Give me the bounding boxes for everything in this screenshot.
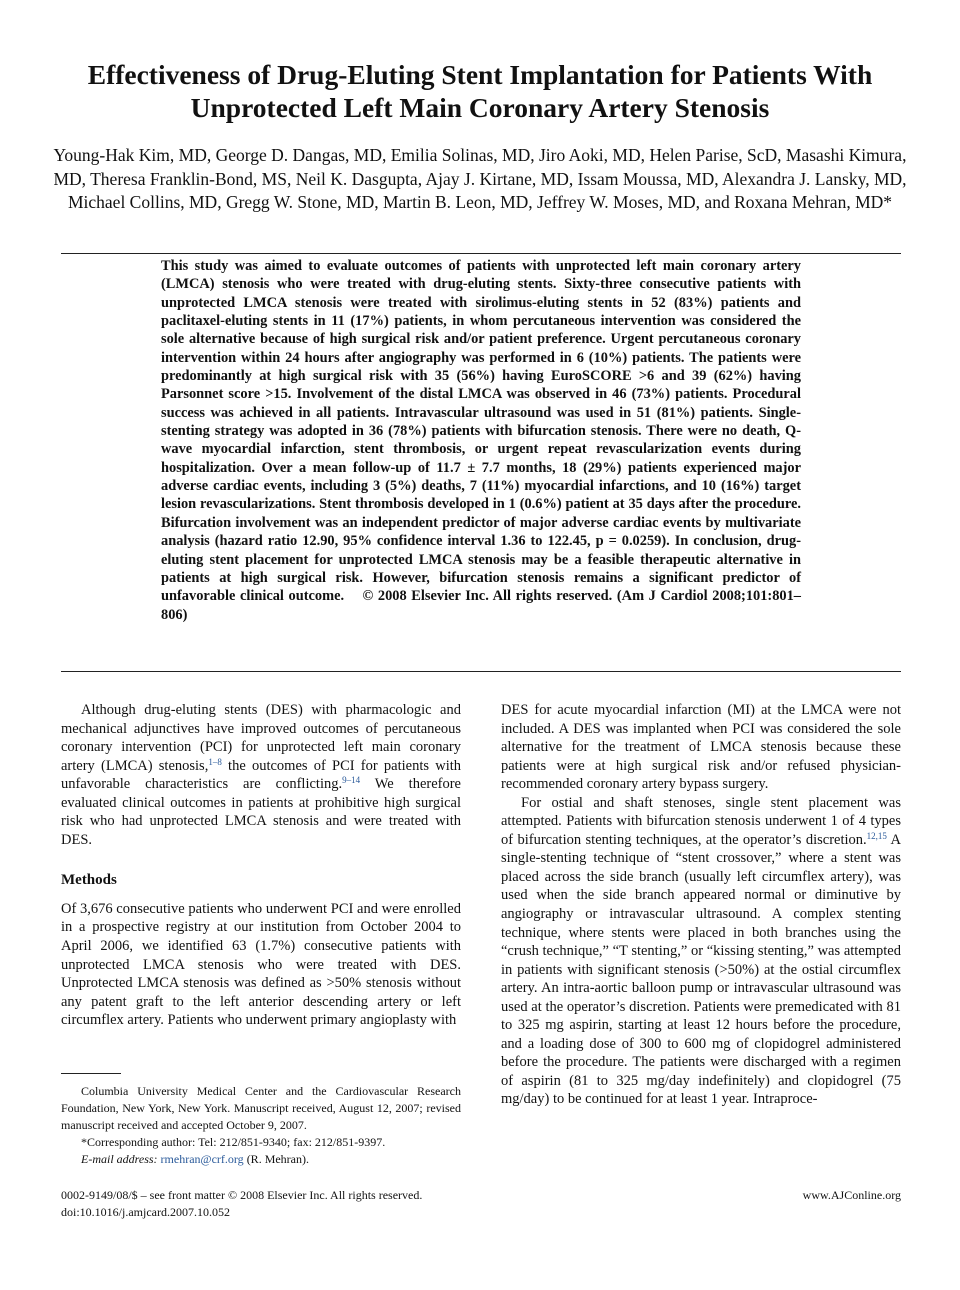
issn-line: 0002-9149/08/$ – see front matter © 2008 Elsevier Inc. All rights reserved.	[61, 1188, 423, 1202]
methods-p2-text-1: For ostial and shaft stenoses, single stent placement was attempted. Patients with bifurcation stenosis underwent 1 of 4 types of bifurcation stenting techniques, at the operator’s discretion.	[501, 794, 901, 848]
email-footnote	[61, 1151, 461, 1168]
journal-website[interactable]: www.AJConline.org	[802, 1188, 901, 1202]
intro-text-2: the outcomes of PCI for patients with unfavorable characteristics are conflicting.	[61, 757, 462, 793]
citation-ref[interactable]: 9–14	[342, 775, 361, 786]
email-label: E-mail address:	[81, 1152, 158, 1166]
methods-paragraph-1-continued: DES for acute myocardial infarction (MI) at the LMCA were not included. A DES was implanted when PCI was considered the sole alternative for the treatment of LMCA stenosis because these patients were at high surgical risk and/or refused physician-recommended coronary artery bypass surgery.	[501, 702, 901, 793]
methods-paragraph-1: Of 3,676 consecutive patients who underwent PCI and were enrolled in a prospective registry at our institution from October 2004 to April 2006, we identified 63 (1.7%) consecutive patients with unprotected LMCA stenosis who were treated with DES. Unprotected LMCA stenosis was defined as >50% stenosis without any patent graft to the left anterior descending artery or left circumflex artery. Patients who underwent primary angioplasty with	[61, 900, 461, 1029]
footnotes	[61, 1083, 461, 1168]
left-column	[61, 701, 461, 1030]
intro-paragraph	[61, 701, 461, 849]
abstract-bottom-rule	[61, 671, 901, 672]
email-link[interactable]: rmehran@crf.org	[160, 1152, 244, 1166]
citation-ref[interactable]: 12,15	[866, 830, 887, 841]
email-suffix: (R. Mehran).	[246, 1152, 310, 1166]
intro-text-1: Although drug-eluting stents (DES) with pharmacologic and mechanical adjunctives have improved outcomes of percutaneous coronary intervention (PCI) for unprotected left main coronary artery (LMCA) stenosis,	[61, 702, 461, 774]
footer-left	[61, 1187, 422, 1221]
citation-ref[interactable]: 1–8	[208, 756, 222, 767]
footnote-rule	[61, 1073, 121, 1074]
author-list: Young-Hak Kim, MD, George D. Dangas, MD, Emilia Solinas, MD, Jiro Aoki, MD, Helen Parise, ScD, Masashi Kimura, MD, Theresa Franklin-Bond, MS, Neil K. Dasgupta, Ajay J. Kirtane, MD, Issam Moussa, MD, Alexandra J. Lansky, MD, Michael Collins, MD, Gregg W. Stone, MD, Martin B. Leon, MD, Jeffrey W. Moses, MD, and Roxana Mehran, MD*	[53, 145, 907, 212]
abstract-top-rule	[61, 253, 901, 254]
abstract-copyright: © 2008 Elsevier Inc. All rights reserved. (Am J Cardiol 2008;101:801–806)	[161, 588, 801, 623]
methods-paragraph-2	[501, 794, 901, 1109]
right-column	[501, 701, 901, 1109]
article-title: Effectiveness of Drug-Eluting Stent Implantation for Patients With Unprotected Left Main Coronary Artery Stenosis	[87, 59, 873, 123]
intro-text-3: We therefore evaluated clinical outcomes in patients at prohibitive high surgical risk who had unprotected LMCA stenosis and were treated with DES.	[61, 776, 461, 848]
corresponding-author-footnote: *Corresponding author: Tel: 212/851-9340; fax: 212/851-9397.	[81, 1135, 386, 1149]
methods-p2-text-2: A single-stenting technique of “stent crossover,” where a stent was placed across the side branch (usually left circumflex artery), was used when the side branch appeared normal or diminutive by angiography or intravascular ultrasound. A complex stenting technique, where stents were placed in both branches using the “crush technique,” “T stenting,” or “kissing stenting,” was attempted in patients with significant stenosis (>50%) at the ostial circumflex artery. An intra-aortic balloon pump or intravascular ultrasound was used at the operator’s discretion. Patients were premedicated with 81 to 325 mg aspirin, starting at least 12 hours before the procedure, and a loading dose of 300 to 600 mg of clopidogrel administered before the procedure. The patients were discharged with a regimen of aspirin (81 to 325 mg/day indefinitely) and clopidogrel (75 mg/day) to be continued for at least 1 year. Intraproce-	[501, 831, 901, 1108]
methods-heading: Methods	[61, 872, 117, 889]
abstract	[161, 257, 801, 624]
affiliation-footnote: Columbia University Medical Center and the Cardiovascular Research Foundation, New York, New York. Manuscript received, August 12, 2007; revised manuscript received and accepted October 9, 2007.	[61, 1084, 461, 1132]
abstract-body: This study was aimed to evaluate outcomes of patients with unprotected left main coronary artery (LMCA) stenosis who were treated with drug-eluting stents. Sixty-three consecutive patients with unprotected LMCA stenosis were treated with sirolimus-eluting stents in 52 (83%) patients and paclitaxel-eluting stents in 11 (17%) patients, in whom percutaneous intervention was considered the sole alternative because of high surgical risk and/or patient preference. Urgent percutaneous coronary intervention within 24 hours after angiography was performed in 6 (10%) patients. The patients were predominantly at high surgical risk with 35 (56%) having EuroSCORE >6 and 39 (62%) having Parsonnet score >15. Involvement of the distal LMCA was observed in 46 (73%) patients. Procedural success was achieved in all patients. Intravascular ultrasound was used in 51 (81%) patients. Single-stenting strategy was adopted in 36 (78%) patients with bifurcation stenosis. There were no death, Q-wave myocardial infarction, stent thrombosis, or urgent repeat revascularization events during hospitalization. Over a mean follow-up of 11.7 ± 7.7 months, 18 (29%) patients experienced major adverse cardiac events, including 3 (5%) deaths, 7 (11%) myocardial infarctions, and 10 (16%) target lesion revascularizations. Stent thrombosis developed in 1 (0.6%) patient at 35 days after the procedure. Bifurcation involvement was an independent predictor of major adverse cardiac events by multivariate analysis (hazard ratio 12.90, 95% confidence interval 1.36 to 122.45, p = 0.0259). In conclusion, drug-eluting stent placement for unprotected LMCA stenosis may be a feasible therapeutic alternative in patients at high surgical risk. However, bifurcation stenosis remains a significant predictor of unfavorable clinical outcome.	[161, 258, 801, 605]
doi-line[interactable]: doi:10.1016/j.amjcard.2007.10.052	[61, 1205, 230, 1219]
